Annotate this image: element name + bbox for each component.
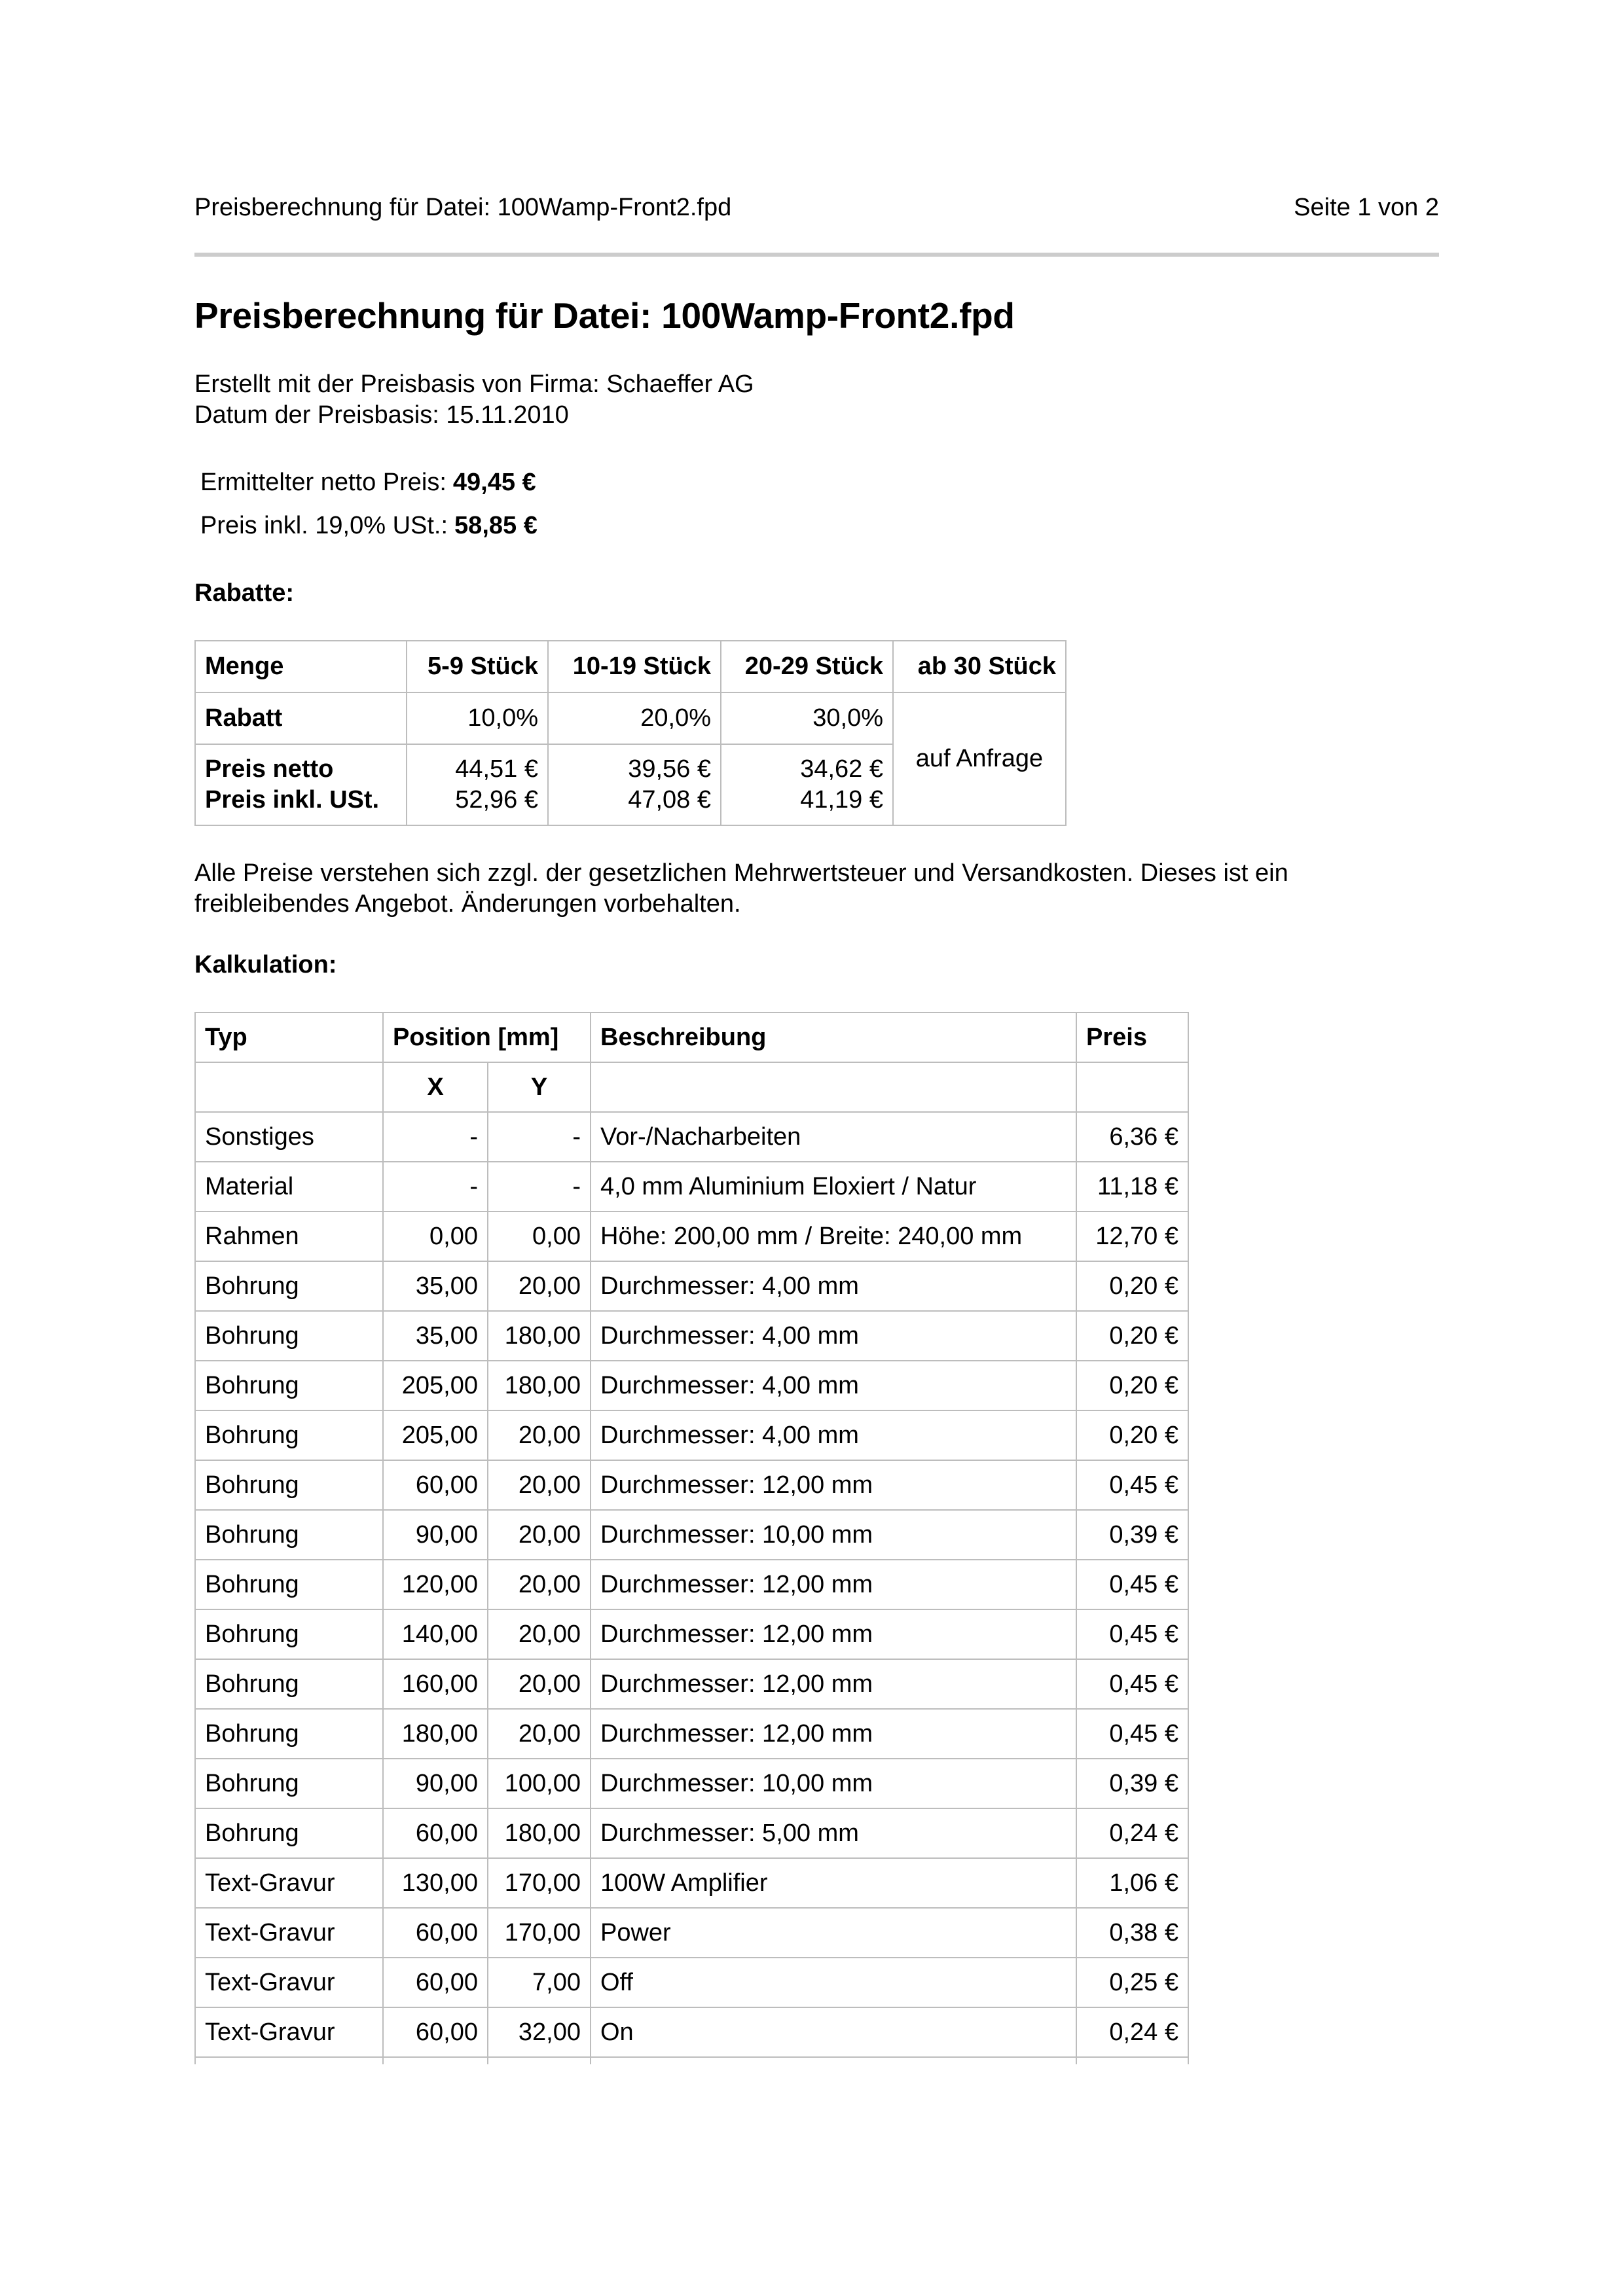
cell-preis: 0,20 € xyxy=(1076,1261,1188,1311)
cell-beschreibung: Power xyxy=(591,1908,1076,1958)
cell-typ: Bohrung xyxy=(195,1261,383,1311)
cell-typ: Bohrung xyxy=(195,1560,383,1609)
calc-header-row xyxy=(195,1013,1188,1062)
cell-preis: 0,20 € xyxy=(1076,1311,1188,1361)
discount-rate-row xyxy=(195,692,1066,744)
cell-preis: 0,24 € xyxy=(1076,2007,1188,2057)
page-number: Seite 1 von 2 xyxy=(1294,194,1439,221)
table-row xyxy=(195,1609,1188,1659)
cell-x: 60,00 xyxy=(383,1908,488,1958)
table-row-continuation xyxy=(195,2057,1188,2064)
cell-x: 140,00 xyxy=(383,1609,488,1659)
gross-price-label: Preis inkl. 19,0% USt.: xyxy=(200,512,448,539)
price-gross-value: 52,96 € xyxy=(455,786,538,814)
cell-y: 180,00 xyxy=(488,1311,591,1361)
cell-x: 0,00 xyxy=(383,1211,488,1261)
table-row xyxy=(195,1510,1188,1560)
cell-typ: Rahmen xyxy=(195,1211,383,1261)
cell-beschreibung: On xyxy=(591,2007,1076,2057)
net-price-value: 49,45 € xyxy=(452,469,536,496)
cell-preis: 0,45 € xyxy=(1076,1709,1188,1759)
document-title: Preisberechnung für Datei: 100Wamp-Front2.fpd xyxy=(194,295,1015,336)
disclaimer-line-1: Alle Preise verstehen sich zzgl. der gesetzlichen Mehrwertsteuer und Versandkosten. Dieses ist ein xyxy=(194,859,1288,887)
cell-preis: 0,20 € xyxy=(1076,1410,1188,1460)
cell-beschreibung: Durchmesser: 12,00 mm xyxy=(591,1460,1076,1510)
cell-x: 60,00 xyxy=(383,2007,488,2057)
cell-y: 20,00 xyxy=(488,1609,591,1659)
cell-y: 20,00 xyxy=(488,1460,591,1510)
table-row xyxy=(195,1162,1188,1211)
cell-x: 90,00 xyxy=(383,1510,488,1560)
discount-rate-cell: 10,0% xyxy=(407,692,548,744)
discount-rate-cell: 30,0% xyxy=(721,692,893,744)
cell-beschreibung: Höhe: 200,00 mm / Breite: 240,00 mm xyxy=(591,1211,1076,1261)
calc-subheader-row xyxy=(195,1062,1188,1112)
cell-preis: 0,45 € xyxy=(1076,1659,1188,1709)
cell-beschreibung: Durchmesser: 12,00 mm xyxy=(591,1609,1076,1659)
on-request-cell: auf Anfrage xyxy=(893,692,1066,825)
cell-beschreibung: Durchmesser: 10,00 mm xyxy=(591,1510,1076,1560)
empty-cell xyxy=(591,1062,1076,1112)
discount-header-cell: 20-29 Stück xyxy=(721,641,893,692)
cell-x: - xyxy=(383,1112,488,1162)
cell-beschreibung: Durchmesser: 10,00 mm xyxy=(591,1759,1076,1808)
col-header-x: X xyxy=(383,1062,488,1112)
kalkulation-heading: Kalkulation: xyxy=(194,951,337,978)
cell-y: 170,00 xyxy=(488,1858,591,1908)
rabatte-heading: Rabatte: xyxy=(194,579,295,607)
cell-y: 180,00 xyxy=(488,1361,591,1410)
cell-typ: Bohrung xyxy=(195,1609,383,1659)
table-row xyxy=(195,1112,1188,1162)
cell-x: 35,00 xyxy=(383,1311,488,1361)
cell-y: - xyxy=(488,1162,591,1211)
cell-preis: 11,18 € xyxy=(1076,1162,1188,1211)
cell-y: - xyxy=(488,1112,591,1162)
cell-typ: Bohrung xyxy=(195,1361,383,1410)
cell-typ: Text-Gravur xyxy=(195,1908,383,1958)
cell-typ: Bohrung xyxy=(195,1311,383,1361)
cell-preis: 0,45 € xyxy=(1076,1560,1188,1609)
cell-preis: 0,45 € xyxy=(1076,1609,1188,1659)
cell-beschreibung: Durchmesser: 4,00 mm xyxy=(591,1361,1076,1410)
cell-x: 60,00 xyxy=(383,1808,488,1858)
empty-cell xyxy=(1076,1062,1188,1112)
continuation-cell xyxy=(488,2057,591,2064)
cell-typ: Bohrung xyxy=(195,1510,383,1560)
cell-x: 205,00 xyxy=(383,1361,488,1410)
calc-body xyxy=(195,1112,1188,2064)
discount-header-cell: Menge xyxy=(195,641,407,692)
cell-y: 20,00 xyxy=(488,1709,591,1759)
cell-preis: 0,38 € xyxy=(1076,1908,1188,1958)
calculation-table xyxy=(194,1012,1189,2064)
table-row xyxy=(195,1261,1188,1311)
cell-x: 130,00 xyxy=(383,1858,488,1908)
cell-y: 20,00 xyxy=(488,1510,591,1560)
cell-typ: Bohrung xyxy=(195,1410,383,1460)
discount-header-cell: 5-9 Stück xyxy=(407,641,548,692)
cell-y: 0,00 xyxy=(488,1211,591,1261)
disclaimer-line-2: freibleibendes Angebot. Änderungen vorbehalten. xyxy=(194,890,741,918)
discount-price-cell xyxy=(548,744,721,825)
table-row xyxy=(195,1709,1188,1759)
table-row xyxy=(195,1808,1188,1858)
continuation-cell xyxy=(1076,2057,1188,2064)
cell-beschreibung: Durchmesser: 4,00 mm xyxy=(591,1261,1076,1311)
cell-beschreibung: Vor-/Nacharbeiten xyxy=(591,1112,1076,1162)
cell-y: 20,00 xyxy=(488,1261,591,1311)
col-header-y: Y xyxy=(488,1062,591,1112)
cell-beschreibung: 4,0 mm Aluminium Eloxiert / Natur xyxy=(591,1162,1076,1211)
discount-price-labels xyxy=(195,744,407,825)
cell-x: 205,00 xyxy=(383,1410,488,1460)
price-basis-date: Datum der Preisbasis: 15.11.2010 xyxy=(194,401,569,429)
discount-price-cell xyxy=(721,744,893,825)
price-net-value: 39,56 € xyxy=(628,755,711,783)
cell-y: 100,00 xyxy=(488,1759,591,1808)
cell-typ: Bohrung xyxy=(195,1460,383,1510)
page-header-title: Preisberechnung für Datei: 100Wamp-Front2.fpd xyxy=(194,194,732,221)
table-row xyxy=(195,1958,1188,2007)
cell-x: 60,00 xyxy=(383,1958,488,2007)
table-row xyxy=(195,1659,1188,1709)
net-price-line xyxy=(200,469,536,497)
cell-typ: Bohrung xyxy=(195,1709,383,1759)
cell-x: 35,00 xyxy=(383,1261,488,1311)
cell-preis: 1,06 € xyxy=(1076,1858,1188,1908)
cell-beschreibung: Durchmesser: 12,00 mm xyxy=(591,1709,1076,1759)
price-basis-company: Erstellt mit der Preisbasis von Firma: Schaeffer AG xyxy=(194,370,754,398)
cell-preis: 12,70 € xyxy=(1076,1211,1188,1261)
header-divider xyxy=(194,253,1439,257)
discount-rate-label: Rabatt xyxy=(195,692,407,744)
table-row xyxy=(195,1560,1188,1609)
discount-header-cell: ab 30 Stück xyxy=(893,641,1066,692)
cell-preis: 6,36 € xyxy=(1076,1112,1188,1162)
discount-table xyxy=(194,640,1067,826)
cell-typ: Bohrung xyxy=(195,1808,383,1858)
price-gross-value: 41,19 € xyxy=(800,786,883,814)
cell-preis: 0,39 € xyxy=(1076,1759,1188,1808)
table-row xyxy=(195,1460,1188,1510)
cell-preis: 0,25 € xyxy=(1076,1958,1188,2007)
cell-typ: Text-Gravur xyxy=(195,1858,383,1908)
cell-beschreibung: Off xyxy=(591,1958,1076,2007)
discount-price-cell xyxy=(407,744,548,825)
cell-beschreibung: 100W Amplifier xyxy=(591,1858,1076,1908)
discount-rate-cell: 20,0% xyxy=(548,692,721,744)
gross-price-line xyxy=(200,512,538,540)
col-header-typ: Typ xyxy=(195,1013,383,1062)
cell-y: 32,00 xyxy=(488,2007,591,2057)
cell-x: 120,00 xyxy=(383,1560,488,1609)
cell-preis: 0,20 € xyxy=(1076,1361,1188,1410)
cell-typ: Text-Gravur xyxy=(195,1958,383,2007)
table-row xyxy=(195,1361,1188,1410)
cell-y: 20,00 xyxy=(488,1659,591,1709)
cell-beschreibung: Durchmesser: 12,00 mm xyxy=(591,1560,1076,1609)
cell-beschreibung: Durchmesser: 12,00 mm xyxy=(591,1659,1076,1709)
cell-y: 7,00 xyxy=(488,1958,591,2007)
table-row xyxy=(195,1311,1188,1361)
cell-typ: Bohrung xyxy=(195,1659,383,1709)
col-header-beschreibung: Beschreibung xyxy=(591,1013,1076,1062)
cell-typ: Material xyxy=(195,1162,383,1211)
cell-typ: Text-Gravur xyxy=(195,2007,383,2057)
table-row xyxy=(195,1858,1188,1908)
table-row xyxy=(195,1410,1188,1460)
cell-preis: 0,24 € xyxy=(1076,1808,1188,1858)
cell-beschreibung: Durchmesser: 4,00 mm xyxy=(591,1410,1076,1460)
cell-y: 20,00 xyxy=(488,1410,591,1460)
table-row xyxy=(195,2007,1188,2057)
table-row xyxy=(195,1908,1188,1958)
cell-x: 160,00 xyxy=(383,1659,488,1709)
price-gross-label: Preis inkl. USt. xyxy=(205,786,380,814)
cell-y: 170,00 xyxy=(488,1908,591,1958)
cell-beschreibung: Durchmesser: 5,00 mm xyxy=(591,1808,1076,1858)
net-price-label: Ermittelter netto Preis: xyxy=(200,469,447,496)
table-row xyxy=(195,1211,1188,1261)
cell-preis: 0,39 € xyxy=(1076,1510,1188,1560)
price-net-value: 44,51 € xyxy=(455,755,538,783)
price-net-label: Preis netto xyxy=(205,755,334,783)
cell-typ: Sonstiges xyxy=(195,1112,383,1162)
discount-header-row xyxy=(195,641,1066,692)
empty-cell xyxy=(195,1062,383,1112)
cell-typ: Bohrung xyxy=(195,1759,383,1808)
continuation-cell xyxy=(591,2057,1076,2064)
cell-x: 90,00 xyxy=(383,1759,488,1808)
discount-header-cell: 10-19 Stück xyxy=(548,641,721,692)
col-header-position: Position [mm] xyxy=(383,1013,591,1062)
cell-x: 60,00 xyxy=(383,1460,488,1510)
cell-x: 180,00 xyxy=(383,1709,488,1759)
cell-preis: 0,45 € xyxy=(1076,1460,1188,1510)
continuation-cell xyxy=(195,2057,383,2064)
col-header-preis: Preis xyxy=(1076,1013,1188,1062)
table-row xyxy=(195,1759,1188,1808)
cell-beschreibung: Durchmesser: 4,00 mm xyxy=(591,1311,1076,1361)
cell-y: 180,00 xyxy=(488,1808,591,1858)
price-net-value: 34,62 € xyxy=(800,755,883,783)
continuation-cell xyxy=(383,2057,488,2064)
gross-price-value: 58,85 € xyxy=(454,512,538,539)
price-gross-value: 47,08 € xyxy=(628,786,711,814)
cell-x: - xyxy=(383,1162,488,1211)
cell-y: 20,00 xyxy=(488,1560,591,1609)
